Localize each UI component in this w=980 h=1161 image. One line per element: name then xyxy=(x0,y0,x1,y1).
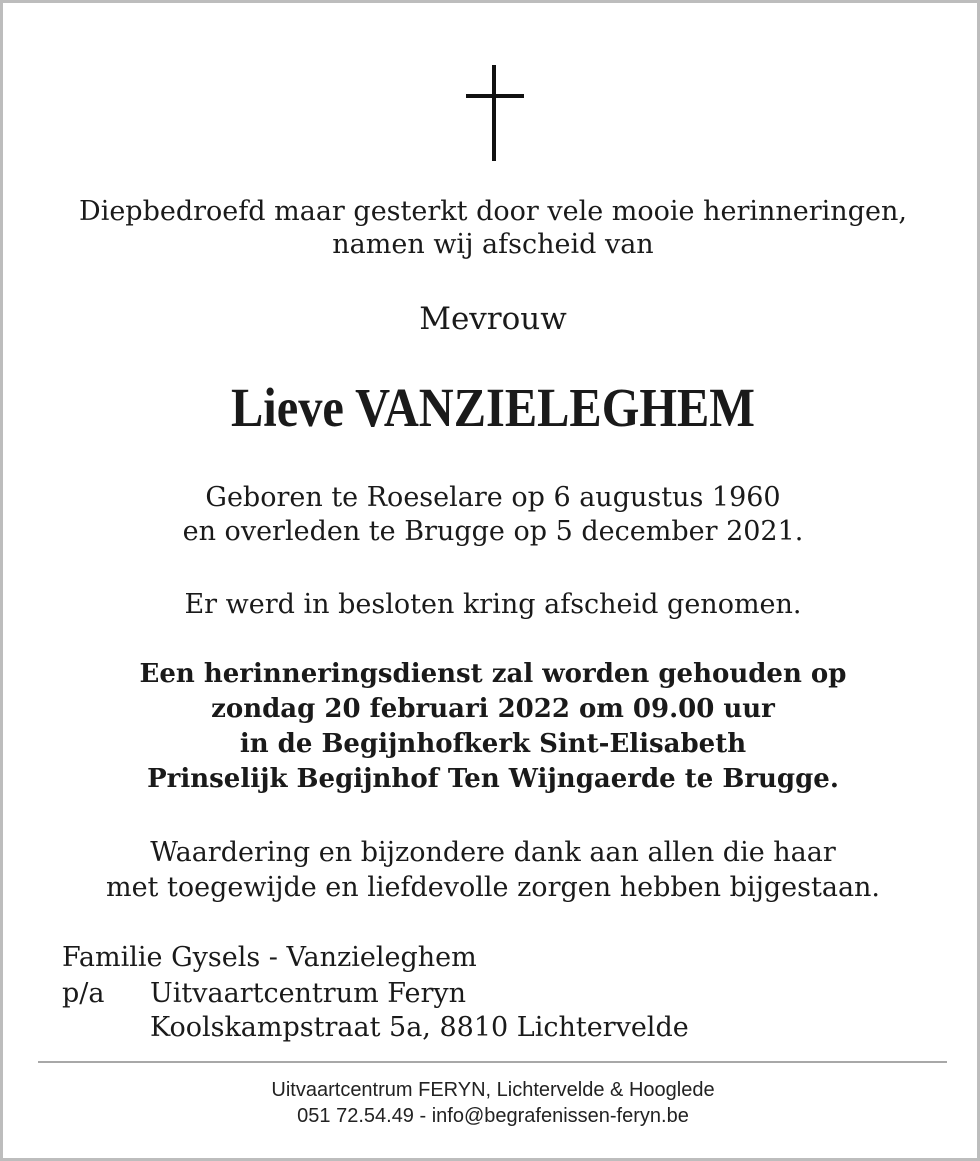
birth-death-info xyxy=(3,481,980,549)
farewell-note: Er werd in besloten kring afscheid genomen. xyxy=(184,589,802,620)
deceased-name: Lieve VANZIELEGHEM xyxy=(231,377,755,438)
footer-divider xyxy=(38,1061,947,1063)
signature-address: Koolskampstraat 5a, 8810 Lichtervelde xyxy=(150,1012,689,1043)
signature-family: Familie Gysels - Vanzieleghem xyxy=(62,942,477,973)
intro-line-2: namen wij afscheid van xyxy=(332,229,654,260)
thanks-line-2: met toegewijde en liefdevolle zorgen hebben bijgestaan. xyxy=(105,872,881,903)
honorific-title: Mevrouw xyxy=(419,301,567,337)
service-line-2: zondag 20 februari 2022 om 09.00 uur xyxy=(211,694,775,724)
memorial-service-info xyxy=(3,657,980,797)
intro-line-1: Diepbedroefd maar gesterkt door vele mooie herinneringen, xyxy=(79,196,907,227)
thanks-line-1: Waardering en bijzondere dank aan allen die haar xyxy=(150,837,836,868)
cross-icon xyxy=(466,65,524,161)
born-line-2: en overleden te Brugge op 5 december 2021. xyxy=(182,516,804,547)
born-line-1: Geboren te Roeselare op 6 augustus 1960 xyxy=(205,482,781,513)
thanks-note xyxy=(3,835,980,905)
footer-line-2: 051 72.54.49 - info@begrafenissen-feryn.be xyxy=(297,1105,689,1127)
footer-line-1: Uitvaartcentrum FERYN, Lichtervelde & Hooglede xyxy=(271,1079,715,1101)
footer xyxy=(3,1077,980,1129)
intro-text xyxy=(3,195,980,261)
service-line-4: Prinselijk Begijnhof Ten Wijngaerde te Brugge. xyxy=(147,764,839,794)
signature-organization: Uitvaartcentrum Feryn xyxy=(150,978,467,1009)
service-line-3: in de Begijnhofkerk Sint-Elisabeth xyxy=(239,729,747,759)
signature-pa: p/a xyxy=(62,978,105,1009)
service-line-1: Een herinneringsdienst zal worden gehouden op xyxy=(139,659,847,689)
